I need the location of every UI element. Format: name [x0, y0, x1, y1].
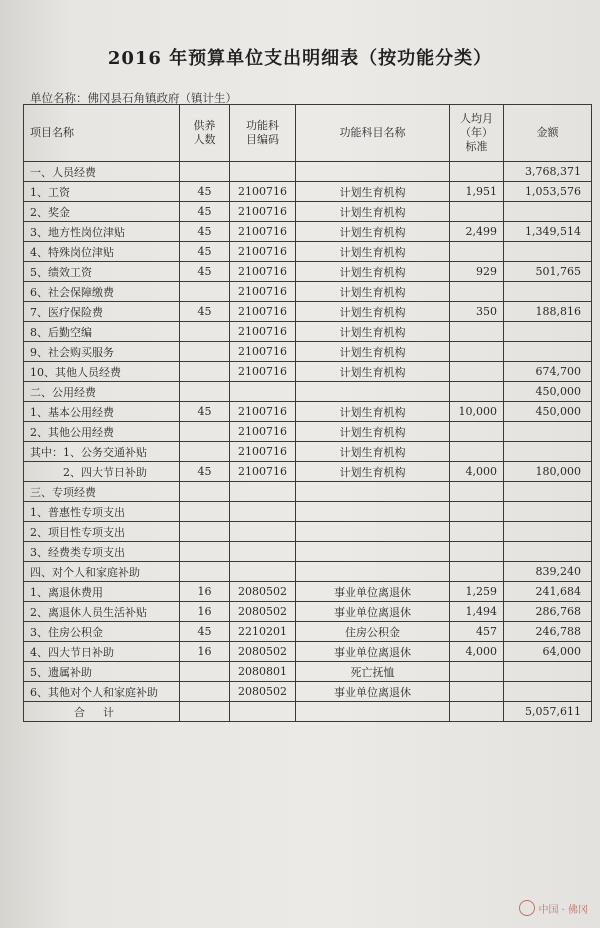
cell-amount	[504, 662, 592, 682]
total-empty-cell	[230, 702, 296, 722]
cell-amount	[504, 322, 592, 342]
table-row	[24, 382, 592, 402]
cell-function-name: 计划生育机构	[296, 422, 450, 442]
cell-amount: 64,000	[504, 642, 592, 662]
cell-monthly-standard: 350	[450, 302, 504, 322]
cell-function-code: 2100716	[230, 202, 296, 222]
cell-amount	[504, 282, 592, 302]
cell-monthly-standard: 4,000	[450, 642, 504, 662]
cell-staff-count: 16	[180, 602, 230, 622]
cell-monthly-standard	[450, 202, 504, 222]
table-row	[24, 522, 592, 542]
table-row	[24, 442, 592, 462]
cell-function-code: 2100716	[230, 242, 296, 262]
cell-function-name: 住房公积金	[296, 622, 450, 642]
unit-name-line: 单位名称：佛冈县石角镇政府（镇计生）	[30, 91, 237, 105]
table-row	[24, 362, 592, 382]
cell-function-name: 计划生育机构	[296, 302, 450, 322]
cell-function-name: 事业单位离退休	[296, 602, 450, 622]
header-monthly-standard: 人均月 （年） 标准	[450, 105, 504, 162]
cell-staff-count	[180, 442, 230, 462]
cell-function-name	[296, 502, 450, 522]
cell-staff-count	[180, 522, 230, 542]
cell-function-code: 2100716	[230, 442, 296, 462]
header-function-name: 功能科目名称	[296, 105, 450, 162]
watermark-text: 中国 · 佛冈	[538, 904, 588, 916]
cell-staff-count	[180, 382, 230, 402]
cell-staff-count	[180, 422, 230, 442]
cell-item-name: 1、离退休费用	[24, 582, 180, 602]
cell-monthly-standard	[450, 482, 504, 502]
table-row	[24, 462, 592, 482]
cell-function-name: 计划生育机构	[296, 342, 450, 362]
cell-staff-count	[180, 482, 230, 502]
cell-monthly-standard: 457	[450, 622, 504, 642]
cell-function-name: 计划生育机构	[296, 362, 450, 382]
total-empty-cell	[296, 702, 450, 722]
cell-function-name: 计划生育机构	[296, 202, 450, 222]
cell-function-name	[296, 482, 450, 502]
table-row	[24, 262, 592, 282]
cell-function-name: 计划生育机构	[296, 322, 450, 342]
table-row	[24, 202, 592, 222]
cell-monthly-standard	[450, 562, 504, 582]
cell-monthly-standard: 1,259	[450, 582, 504, 602]
cell-amount	[504, 542, 592, 562]
document-title: 2016 年预算单位支出明细表（按功能分类）	[107, 48, 493, 69]
cell-staff-count: 45	[180, 262, 230, 282]
header-staff-count: 供养 人数	[180, 105, 230, 162]
cell-monthly-standard: 10,000	[450, 402, 504, 422]
cell-amount: 180,000	[504, 462, 592, 482]
cell-staff-count: 45	[180, 182, 230, 202]
cell-amount: 286,768	[504, 602, 592, 622]
cell-item-name: 8、后勤空编	[24, 322, 180, 342]
cell-function-name: 计划生育机构	[296, 262, 450, 282]
cell-function-code: 2080502	[230, 682, 296, 702]
cell-staff-count: 45	[180, 242, 230, 262]
cell-monthly-standard	[450, 502, 504, 522]
cell-amount: 241,684	[504, 582, 592, 602]
cell-staff-count	[180, 162, 230, 182]
cell-function-code: 2100716	[230, 342, 296, 362]
cell-item-name: 5、绩效工资	[24, 262, 180, 282]
cell-staff-count	[180, 282, 230, 302]
table-row	[24, 242, 592, 262]
cell-staff-count	[180, 662, 230, 682]
cell-amount	[504, 502, 592, 522]
table-row	[24, 542, 592, 562]
cell-monthly-standard	[450, 682, 504, 702]
cell-staff-count	[180, 342, 230, 362]
cell-item-name: 2、奖金	[24, 202, 180, 222]
table-row	[24, 622, 592, 642]
cell-item-name: 2、离退休人员生活补贴	[24, 602, 180, 622]
cell-item-name: 其中：1、公务交通补贴	[24, 442, 180, 462]
cell-function-code: 2210201	[230, 622, 296, 642]
cell-item-name: 3、经费类专项支出	[24, 542, 180, 562]
total-empty-cell	[180, 702, 230, 722]
table-row	[24, 682, 592, 702]
cell-monthly-standard	[450, 662, 504, 682]
cell-function-name: 计划生育机构	[296, 402, 450, 422]
cell-function-code: 2100716	[230, 182, 296, 202]
cell-monthly-standard	[450, 342, 504, 362]
cell-monthly-standard	[450, 322, 504, 342]
cell-item-name: 1、工资	[24, 182, 180, 202]
cell-amount	[504, 242, 592, 262]
budget-table	[23, 104, 592, 722]
cell-amount: 450,000	[504, 402, 592, 422]
cell-item-name: 2、项目性专项支出	[24, 522, 180, 542]
cell-function-code	[230, 482, 296, 502]
cell-monthly-standard	[450, 162, 504, 182]
cell-function-code	[230, 542, 296, 562]
cell-item-name: 二、公用经费	[24, 382, 180, 402]
table-row	[24, 302, 592, 322]
cell-item-name: 1、普惠性专项支出	[24, 502, 180, 522]
cell-item-name: 9、社会购买服务	[24, 342, 180, 362]
cell-function-code: 2080801	[230, 662, 296, 682]
cell-amount	[504, 202, 592, 222]
total-amount: 5,057,611	[504, 702, 592, 722]
table-body	[24, 162, 592, 722]
cell-item-name: 3、住房公积金	[24, 622, 180, 642]
cell-item-name: 3、地方性岗位津贴	[24, 222, 180, 242]
cell-function-name: 计划生育机构	[296, 442, 450, 462]
cell-staff-count	[180, 562, 230, 582]
cell-monthly-standard	[450, 422, 504, 442]
cell-staff-count: 16	[180, 642, 230, 662]
cell-item-name: 三、专项经费	[24, 482, 180, 502]
cell-amount: 246,788	[504, 622, 592, 642]
table-row	[24, 402, 592, 422]
cell-monthly-standard	[450, 382, 504, 402]
cell-staff-count	[180, 362, 230, 382]
cell-function-name	[296, 162, 450, 182]
cell-amount: 674,700	[504, 362, 592, 382]
cell-staff-count: 45	[180, 302, 230, 322]
cell-function-name: 事业单位离退休	[296, 682, 450, 702]
cell-item-name: 1、基本公用经费	[24, 402, 180, 422]
cell-monthly-standard	[450, 522, 504, 542]
header-function-code: 功能科 目编码	[230, 105, 296, 162]
cell-function-code: 2100716	[230, 262, 296, 282]
cell-function-code: 2100716	[230, 362, 296, 382]
table-row	[24, 562, 592, 582]
cell-monthly-standard	[450, 542, 504, 562]
cell-function-code: 2080502	[230, 642, 296, 662]
table-row	[24, 582, 592, 602]
table-row	[24, 182, 592, 202]
seal-icon	[519, 900, 535, 916]
cell-function-code	[230, 382, 296, 402]
cell-amount	[504, 522, 592, 542]
cell-function-code: 2100716	[230, 222, 296, 242]
cell-function-name: 死亡抚恤	[296, 662, 450, 682]
cell-monthly-standard	[450, 362, 504, 382]
cell-staff-count	[180, 322, 230, 342]
cell-amount: 1,053,576	[504, 182, 592, 202]
cell-monthly-standard	[450, 242, 504, 262]
cell-item-name: 10、其他人员经费	[24, 362, 180, 382]
cell-staff-count	[180, 502, 230, 522]
cell-item-name: 7、医疗保险费	[24, 302, 180, 322]
cell-staff-count: 45	[180, 202, 230, 222]
cell-staff-count: 45	[180, 622, 230, 642]
cell-function-name	[296, 542, 450, 562]
table-row	[24, 502, 592, 522]
cell-item-name: 2、四大节日补助	[24, 462, 180, 482]
cell-function-code: 2100716	[230, 422, 296, 442]
cell-staff-count: 45	[180, 402, 230, 422]
cell-function-code: 2080502	[230, 582, 296, 602]
watermark	[519, 900, 588, 916]
cell-function-code	[230, 502, 296, 522]
cell-monthly-standard: 2,499	[450, 222, 504, 242]
cell-staff-count: 45	[180, 222, 230, 242]
cell-function-name	[296, 562, 450, 582]
cell-function-name: 事业单位离退休	[296, 642, 450, 662]
cell-function-name: 计划生育机构	[296, 242, 450, 262]
table-row	[24, 322, 592, 342]
cell-item-name: 2、其他公用经费	[24, 422, 180, 442]
cell-amount	[504, 342, 592, 362]
cell-item-name: 一、人员经费	[24, 162, 180, 182]
cell-item-name: 4、特殊岗位津贴	[24, 242, 180, 262]
cell-amount	[504, 482, 592, 502]
table-row	[24, 662, 592, 682]
cell-amount: 3,768,371	[504, 162, 592, 182]
cell-item-name: 5、遗属补助	[24, 662, 180, 682]
total-empty-cell	[450, 702, 504, 722]
cell-monthly-standard	[450, 442, 504, 462]
cell-amount: 1,349,514	[504, 222, 592, 242]
table-row	[24, 422, 592, 442]
table-row	[24, 342, 592, 362]
table-header-row	[24, 105, 592, 162]
table-row	[24, 282, 592, 302]
cell-amount: 501,765	[504, 262, 592, 282]
cell-function-name	[296, 382, 450, 402]
table-row	[24, 642, 592, 662]
cell-monthly-standard: 4,000	[450, 462, 504, 482]
table-row	[24, 482, 592, 502]
total-row	[24, 702, 592, 722]
cell-staff-count: 45	[180, 462, 230, 482]
table-row	[24, 162, 592, 182]
cell-staff-count	[180, 682, 230, 702]
table-row	[24, 602, 592, 622]
cell-function-code	[230, 562, 296, 582]
cell-staff-count	[180, 542, 230, 562]
cell-function-name: 计划生育机构	[296, 222, 450, 242]
total-label: 合计	[24, 702, 180, 722]
cell-function-code: 2100716	[230, 462, 296, 482]
cell-item-name: 四、对个人和家庭补助	[24, 562, 180, 582]
cell-monthly-standard: 929	[450, 262, 504, 282]
cell-function-name: 计划生育机构	[296, 282, 450, 302]
header-amount: 金额	[504, 105, 592, 162]
cell-function-code: 2080502	[230, 602, 296, 622]
cell-item-name: 6、其他对个人和家庭补助	[24, 682, 180, 702]
table-row	[24, 222, 592, 242]
cell-amount: 188,816	[504, 302, 592, 322]
cell-monthly-standard	[450, 282, 504, 302]
cell-function-name: 事业单位离退休	[296, 582, 450, 602]
cell-amount	[504, 422, 592, 442]
cell-item-name: 6、社会保障缴费	[24, 282, 180, 302]
cell-function-code: 2100716	[230, 402, 296, 422]
cell-amount	[504, 682, 592, 702]
cell-amount: 450,000	[504, 382, 592, 402]
cell-function-name: 计划生育机构	[296, 182, 450, 202]
cell-monthly-standard: 1,951	[450, 182, 504, 202]
cell-function-code: 2100716	[230, 322, 296, 342]
cell-amount: 839,240	[504, 562, 592, 582]
cell-monthly-standard: 1,494	[450, 602, 504, 622]
cell-function-code: 2100716	[230, 302, 296, 322]
header-item-name: 项目名称	[24, 105, 180, 162]
cell-amount	[504, 442, 592, 462]
cell-function-code	[230, 522, 296, 542]
cell-function-name	[296, 522, 450, 542]
cell-function-name: 计划生育机构	[296, 462, 450, 482]
cell-item-name: 4、四大节日补助	[24, 642, 180, 662]
cell-staff-count: 16	[180, 582, 230, 602]
cell-function-code	[230, 162, 296, 182]
cell-function-code: 2100716	[230, 282, 296, 302]
